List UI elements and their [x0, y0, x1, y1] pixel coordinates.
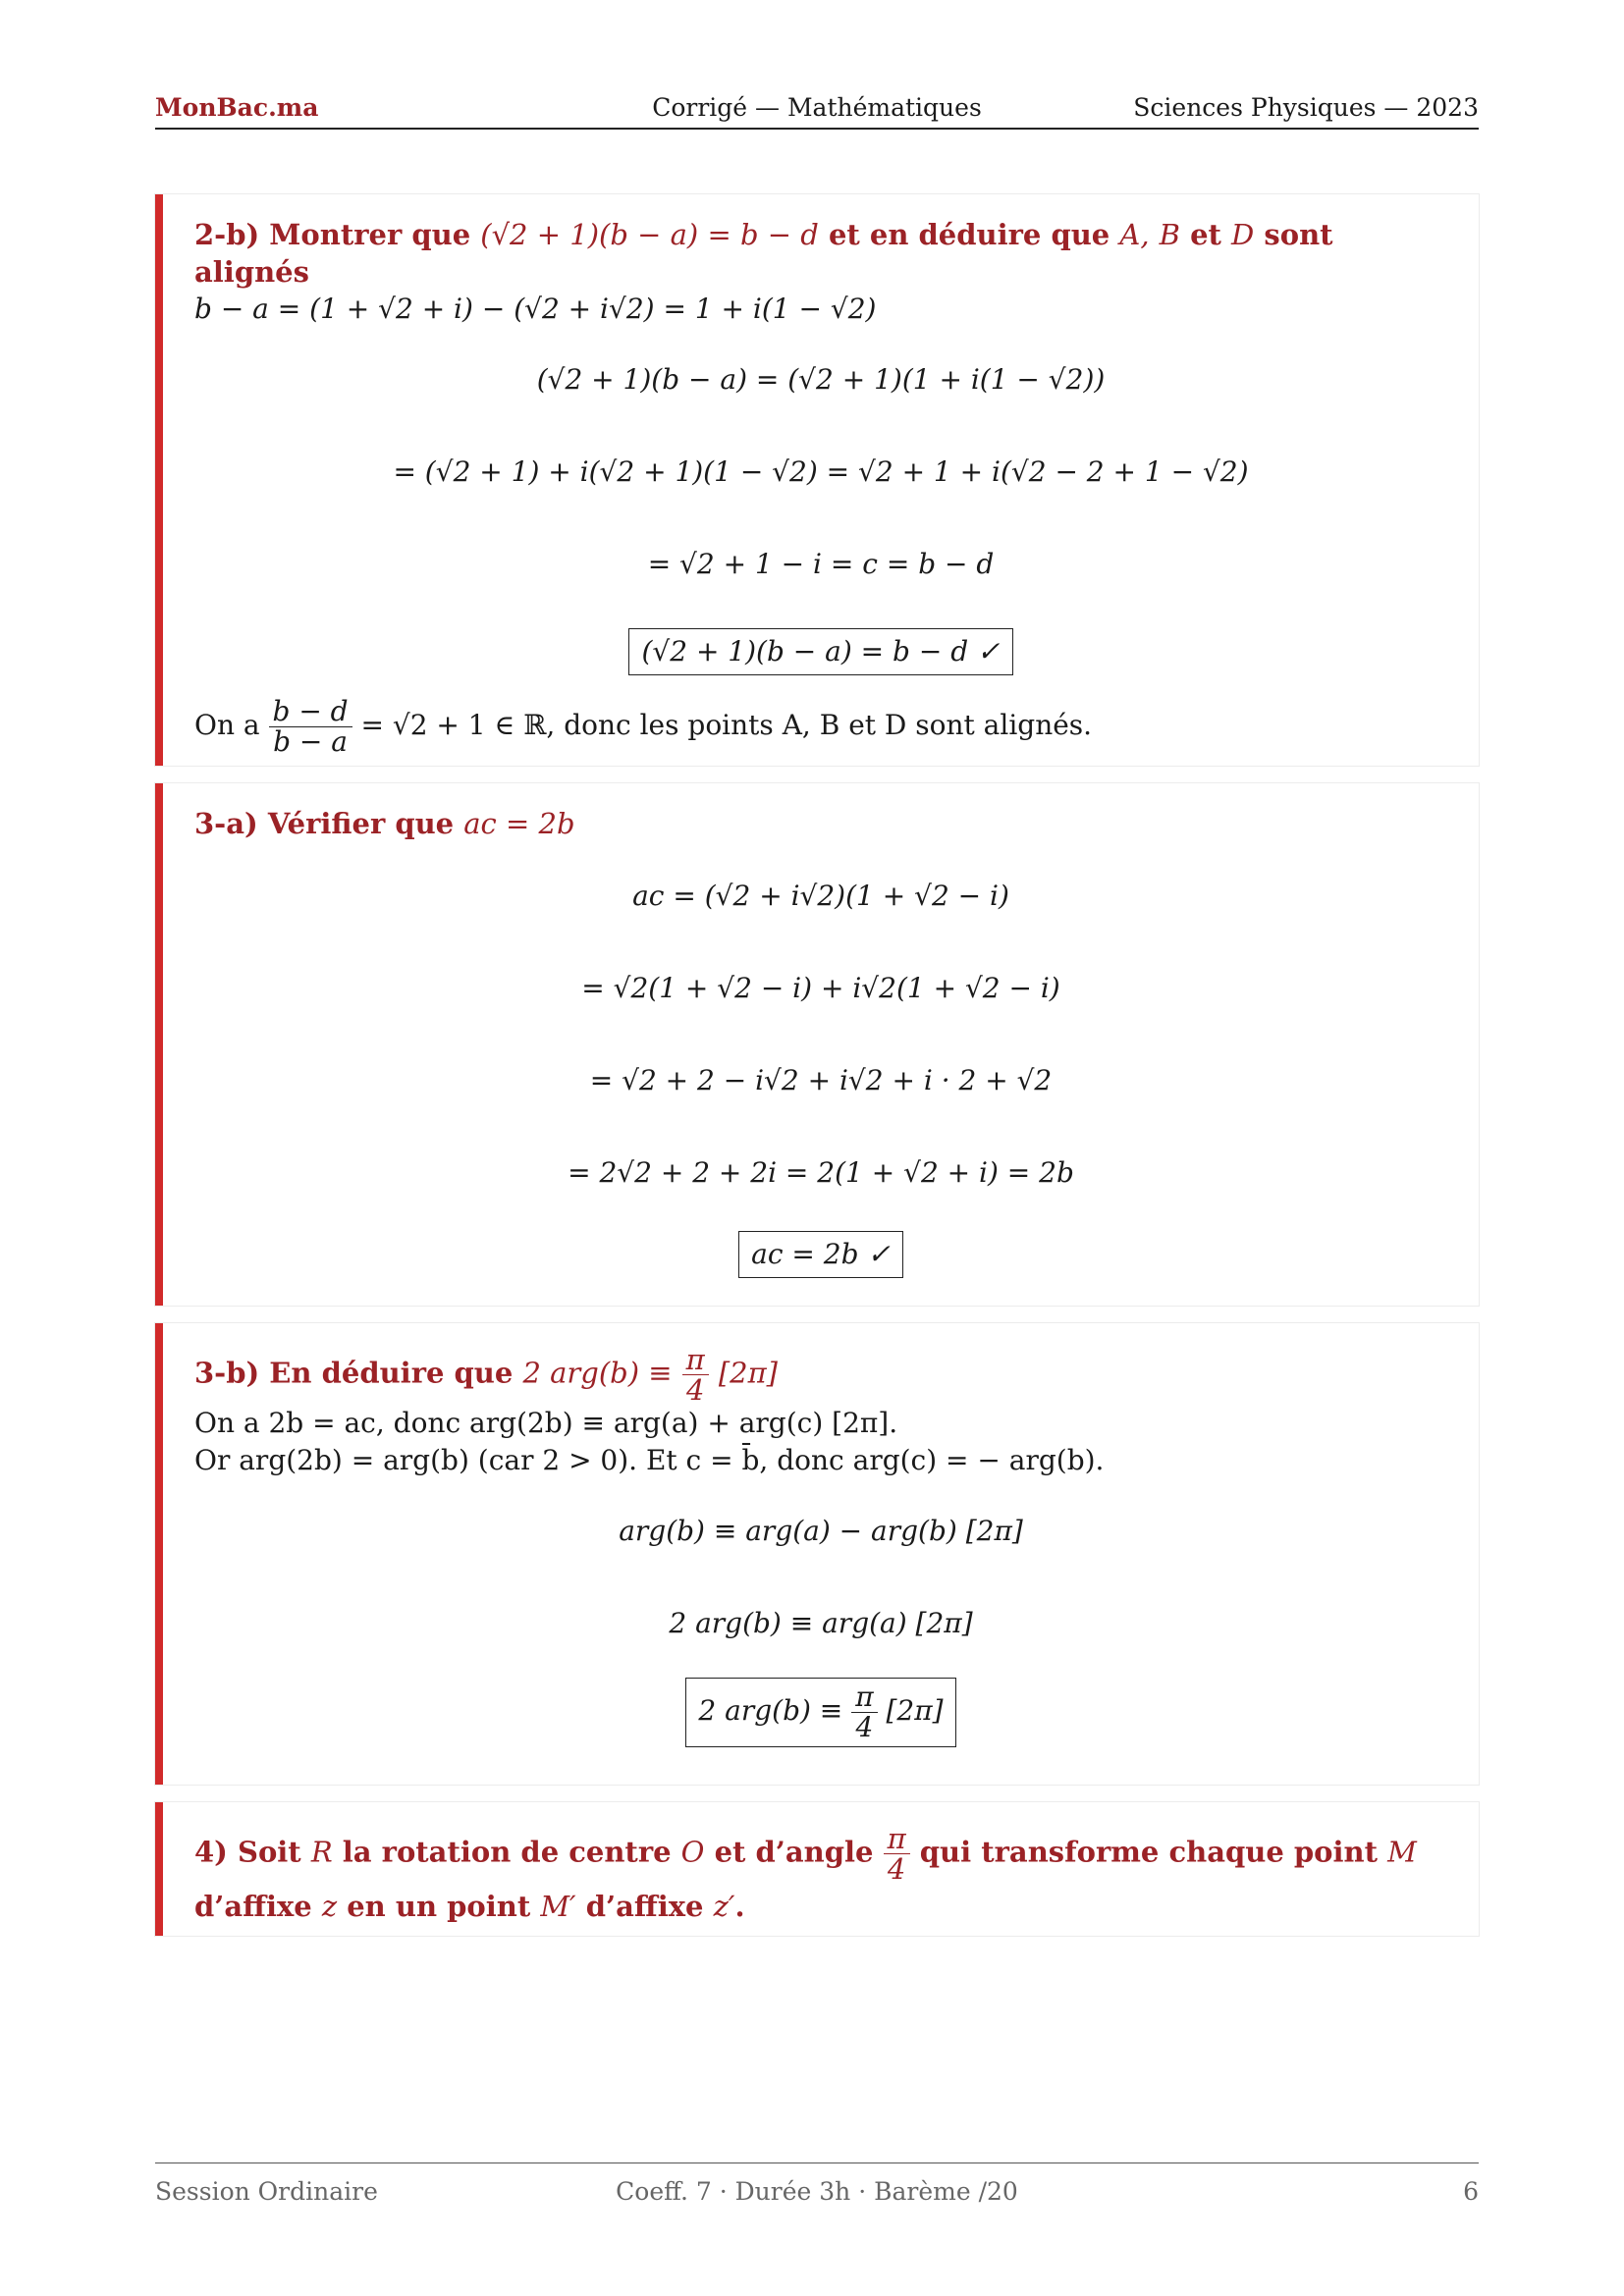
footer-info: Coeff. 7 · Durée 3h · Barème /20 — [616, 2177, 1018, 2206]
question-3a-box — [155, 783, 1479, 1306]
question-2b-line-3: = (√2 + 1) + i(√2 + 1)(1 − √2) = √2 + 1 + i(√2 − 2 + 1 − √2) — [393, 455, 1249, 488]
question-3b-line-2: 2 arg(b) ≡ arg(a) [2π] — [669, 1607, 973, 1639]
page-number: 6 — [1463, 2177, 1479, 2206]
page-header — [155, 90, 1479, 130]
question-3a-result: ac = 2b ✓ — [738, 1231, 903, 1278]
pi-over-4-fraction: $\frac{\pi}{4}$ — [682, 1345, 709, 1405]
question-3b-title: 3-b) En déduire que 2 arg(b) ≡ $\frac{\pi}{4}$ [2π] — [194, 1343, 778, 1407]
question-3a-title: 3-a) Vérifier que ac = 2b — [194, 807, 575, 840]
question-4-box — [155, 1802, 1479, 1936]
fraction: $\frac{b - d}{b - a}$ — [269, 697, 352, 757]
header-subject: Corrigé — Mathématiques — [652, 93, 982, 122]
question-4-title: 4) Soit R la rotation de centre O et d’angle $\frac{\pi}{4}$ qui transforme chaque point M d’affixe z en un point M′ d’affixe z′. — [194, 1822, 1417, 1923]
question-2b-result: (√2 + 1)(b − a) = b − d ✓ — [628, 628, 1012, 675]
brand-name: MonBac.ma — [155, 93, 319, 122]
question-2b-line-1: b − a = (1 + √2 + i) − (√2 + i√2) = 1 + i(1 − √2) — [194, 293, 877, 325]
question-2b-title: 2-b) Montrer que (√2 + 1)(b − a) = b − d et en déduire que A, B et D sont alignés — [194, 218, 1333, 289]
question-2b-line-4: = √2 + 1 − i = c = b − d — [647, 548, 995, 580]
pi-over-4-fraction: $\frac{\pi}{4}$ — [851, 1682, 877, 1742]
header-section: Sciences Physiques — 2023 — [1133, 93, 1479, 122]
question-3b-line-1: arg(b) ≡ arg(a) − arg(b) [2π] — [619, 1515, 1023, 1547]
question-2b-line-2: (√2 + 1)(b − a) = (√2 + 1)(1 + i(1 − √2)) — [536, 363, 1106, 396]
question-3a-line-1: ac = (√2 + i√2)(1 + √2 − i) — [632, 880, 1009, 912]
question-3b-result: 2 arg(b) ≡ $\frac{\pi}{4}$ [2π] — [685, 1678, 955, 1747]
footer-session: Session Ordinaire — [155, 2177, 378, 2206]
page-footer — [155, 2163, 1479, 2206]
question-3a-line-4: = 2√2 + 2 + 2i = 2(1 + √2 + i) = 2b — [568, 1156, 1074, 1189]
question-3a-line-2: = √2(1 + √2 − i) + i√2(1 + √2 − i) — [581, 972, 1060, 1004]
question-3a-line-3: = √2 + 2 − i√2 + i√2 + i · 2 + √2 — [589, 1064, 1053, 1096]
question-3b-box — [155, 1323, 1479, 1785]
question-3b-text-1: On a 2b = ac, donc arg(2b) ≡ arg(a) + arg(c) [2π]. — [194, 1407, 898, 1439]
question-2b-box — [155, 194, 1479, 766]
question-2b-conclusion: On a $\frac{b - d}{b - a}$ = √2 + 1 ∈ ℝ, donc les points A, B et D sont alignés. — [194, 695, 1093, 758]
pi-over-4-fraction: $\frac{\pi}{4}$ — [884, 1824, 910, 1884]
question-3b-text-2: Or arg(2b) = arg(b) (car 2 > 0). Et c = b̄, donc arg(c) = − arg(b). — [194, 1444, 1105, 1476]
